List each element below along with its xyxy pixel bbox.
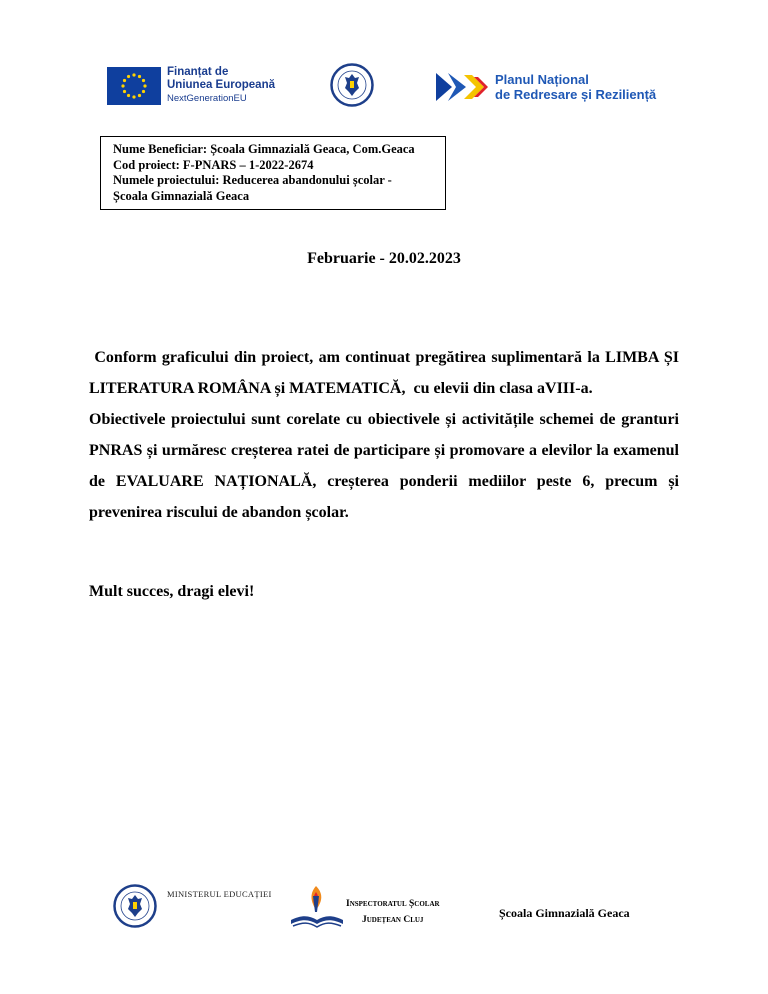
pnrr-text bbox=[495, 72, 656, 102]
beneficiary-info-box bbox=[100, 136, 446, 210]
project-name-continued: Școala Gimnazială Geaca bbox=[113, 188, 250, 203]
flame-book-icon bbox=[289, 882, 345, 937]
pnrr-line-2: de Redresare și Reziliență bbox=[495, 87, 657, 102]
beneficiary-name: Nume Beneficiar: Școala Gimnazială Geaca, Com.Geaca bbox=[113, 142, 415, 156]
closing-line: Mult succes, dragi elevi! bbox=[89, 583, 255, 600]
guvernul-romaniei-seal-icon bbox=[330, 63, 374, 112]
document-body bbox=[89, 342, 683, 528]
project-name: Numele proiectului: Reducerea abandonului școlar - bbox=[113, 173, 392, 187]
eu-line-2: Uniunea Europeană bbox=[167, 79, 275, 91]
eu-line-1: Finanțat de bbox=[167, 66, 229, 78]
project-code: Cod proiect: F-PNARS – 1-2022-2674 bbox=[113, 157, 314, 172]
pnrr-logo bbox=[434, 71, 656, 103]
pnrr-line-1: Planul Național bbox=[495, 72, 589, 87]
eu-flag-icon bbox=[107, 67, 161, 105]
eu-line-3: NextGenerationEU bbox=[167, 93, 247, 104]
isj-line-1: Inspectoratul Școlar bbox=[346, 899, 440, 909]
pnrr-arrows-icon bbox=[434, 71, 490, 103]
school-name-footer: Școala Gimnazială Geaca bbox=[499, 906, 630, 920]
eu-funding-logo bbox=[107, 66, 275, 105]
paragraph-1: Conform graficului din proiect, am continuat pregătirea suplimentară la LIMBA ȘI LITERATURA ROMÂNA și MATEMATICĂ, cu elevii din clasa aVIII-a. bbox=[89, 349, 683, 397]
paragraph-2: Obiectivele proiectului sunt corelate cu obiectivele și activitățile schemei de granturi PNRAS și urmăresc creșterea ratei de participare și promovare a elevilor la examenul de EVALUARE NAȚIONALĂ, creșterea ponderii mediilor peste 6, precum și prevenirea riscului de abandon școlar. bbox=[89, 411, 679, 521]
document-date: Februarie - 20.02.2023 bbox=[307, 250, 461, 267]
eu-funding-text bbox=[167, 66, 275, 105]
isj-line-2: Județean Cluj bbox=[362, 915, 424, 925]
guvernul-romaniei-seal-icon bbox=[113, 884, 157, 933]
ministry-label: MINISTERUL EDUCAȚIEI bbox=[167, 889, 272, 899]
isj-label bbox=[346, 896, 440, 928]
